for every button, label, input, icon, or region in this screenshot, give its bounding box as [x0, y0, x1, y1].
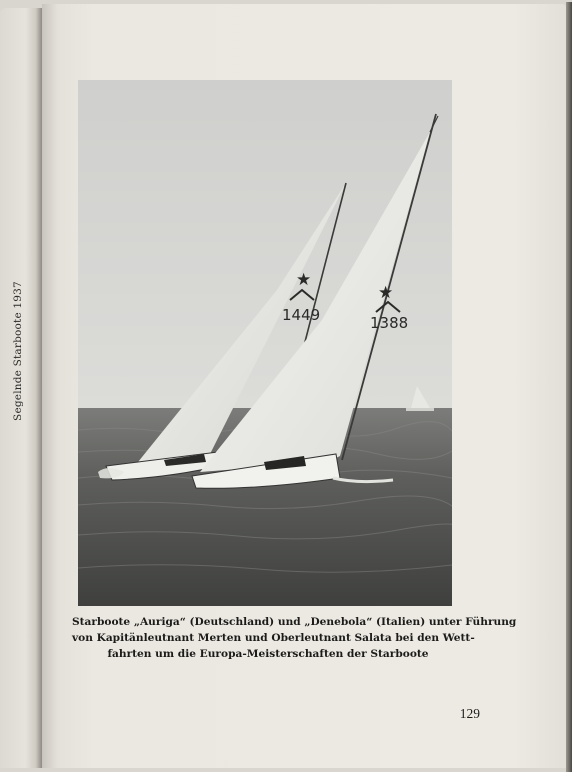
sail-number-1388: 1388 [370, 314, 409, 332]
running-head [4, 276, 32, 426]
svg-text:★: ★ [296, 270, 312, 290]
left-page [0, 8, 42, 768]
page-edge [566, 2, 572, 772]
sail-number-1449: 1449 [282, 306, 321, 324]
svg-text:★: ★ [378, 283, 394, 303]
caption-line: fahrten um die Europa-Meisterschaften der Starboote [107, 648, 429, 660]
page-number: 129 [459, 706, 480, 721]
caption-line: Starboote „Auriga“ (Deutschland) und „Denebola“ (Italien) unter Führung [72, 616, 517, 628]
photo-caption [72, 614, 517, 662]
running-head-text: Segelnde Starboote 1937 [12, 281, 25, 421]
caption-line: von Kapitänleutnant Merten und Oberleutnant Salata bei den Wett- [72, 632, 475, 644]
sailboat-photo [78, 80, 452, 606]
